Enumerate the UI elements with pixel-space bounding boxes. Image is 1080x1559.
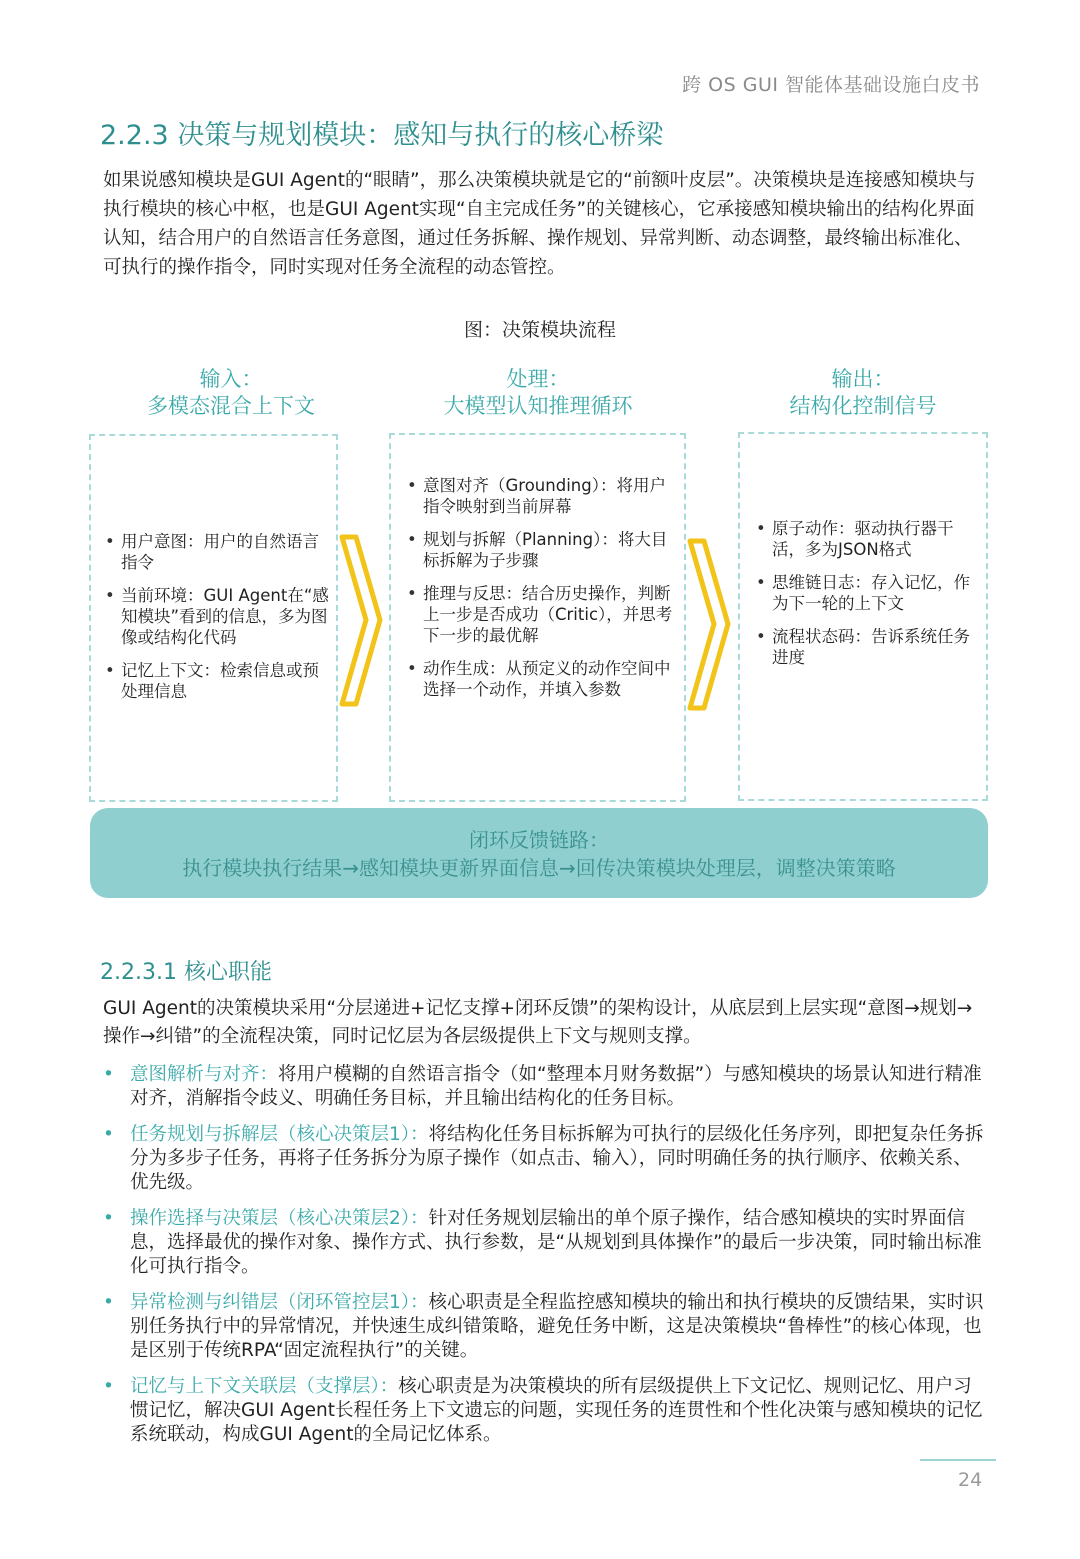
list-item-text: 针对任务规划层输出的单个原子操作，结合感知模块的实时界面信息，选择最优的操作对象、操作方式、执行参数，是“从规划到具体操作”的最后一步决策，同时输出标准化可执行指令。 (130, 1208, 982, 1277)
input-item: • 当前环境：GUI Agent在“感知模块”看到的信息，多为图像或结构化代码 (103, 585, 330, 648)
output-item: • 原子动作：驱动执行器干活，多为JSON格式 (754, 518, 976, 560)
process-column-subtitle: 大模型认知推理循环 (443, 394, 633, 418)
feedback-loop-label: 闭环反馈链路： (469, 828, 609, 852)
subsection-title: 2.2.3.1 核心职能 (100, 960, 272, 985)
input-item: • 用户意图：用户的自然语言指令 (103, 531, 330, 573)
feedback-loop-banner (90, 808, 988, 898)
list-item-term: 意图解析与对齐： (130, 1064, 279, 1085)
output-item: • 思维链日志：存入记忆，作为下一轮的上下文 (754, 572, 976, 614)
subsection-intro-paragraph: GUI Agent的决策模块采用“分层递进+记忆支撑+闭环反馈”的架构设计，从底层到上层实现“意图→规划→操作→纠错”的全流程决策，同时记忆层为各层级提供上下文与规则支撑。 (103, 998, 973, 1047)
list-item-text: 核心职责是为决策模块的所有层级提供上下文记忆、规则记忆、用户习惯记忆，解决GUI Agent长程任务上下文遗忘的问题，实现任务的连贯性和个性化决策与感知模块的记忆系统联动，构成GUI Agent的全局记忆体系。 (130, 1376, 983, 1445)
list-item (103, 1291, 988, 1363)
feedback-loop-text: 执行模块执行结果→感知模块更新界面信息→回传决策模块处理层，调整决策策略 (182, 856, 896, 880)
output-item: • 流程状态码：告诉系统任务进度 (754, 626, 976, 668)
list-item-term: 操作选择与决策层（核心决策层2）： (130, 1208, 429, 1229)
process-column-box (389, 433, 686, 802)
output-column-box (738, 432, 988, 801)
list-item-term: 记忆与上下文关联层（支撑层）： (130, 1376, 399, 1397)
list-item (103, 1207, 988, 1279)
document-header-title: 跨 OS GUI 智能体基础设施白皮书 (682, 74, 980, 96)
section-intro-paragraph: 如果说感知模块是GUI Agent的“眼睛”，那么决策模块就是它的“前额叶皮层”。决策模块是连接感知模块与执行模块的核心中枢，也是GUI Agent实现“自主完成任务”的关键核心，它承接感知模块输出的结构化界面认知，结合用户的自然语言任务意图，通过任务拆解、操作规划、异常判断、动态调整，最终输出标准化、可执行的操作指令，同时实现对任务全流程的动态管控。 (103, 170, 976, 278)
process-column-label: 处理： (506, 367, 570, 391)
output-column-header (730, 366, 996, 420)
list-item (103, 1375, 988, 1447)
input-item: • 记忆上下文：检索信息或预处理信息 (103, 660, 330, 702)
input-column-subtitle: 多模态混合上下文 (147, 394, 315, 418)
input-column-box (89, 434, 338, 802)
list-item (103, 1063, 988, 1111)
section-title: 2.2.3 决策与规划模块：感知与执行的核心桥梁 (100, 120, 664, 151)
process-item: • 推理与反思：结合历史操作，判断上一步是否成功（Critic），并思考下一步的最优解 (405, 583, 678, 646)
list-item (103, 1123, 988, 1195)
figure-caption: 图：决策模块流程 (463, 319, 616, 341)
process-column-header (390, 366, 686, 420)
chevron-right-icon (338, 533, 384, 708)
list-item-text: 将结构化任务目标拆解为可执行的层级化任务序列，即把复杂任务拆分为多步子任务，再将子任务拆分为原子操作（如点击、输入），同时明确任务的执行顺序、依赖关系、优先级。 (130, 1124, 984, 1193)
process-item: • 动作生成：从预定义的动作空间中选择一个动作，并填入参数 (405, 658, 678, 700)
core-functions-list (103, 1063, 988, 1459)
process-item: • 意图对齐（Grounding）：将用户指令映射到当前屏幕 (405, 475, 678, 517)
output-column-label: 输出： (831, 367, 895, 391)
list-item-term: 任务规划与拆解层（核心决策层1）： (130, 1124, 429, 1145)
output-column-subtitle: 结构化控制信号 (789, 394, 937, 418)
list-item-term: 异常检测与纠错层（闭环管控层1）： (130, 1292, 429, 1313)
input-column-header (88, 366, 374, 420)
list-item-text: 将用户模糊的自然语言指令（如“整理本月财务数据”）与感知模块的场景认知进行精准对齐，消解指令歧义、明确任务目标，并且输出结构化的任务目标。 (130, 1064, 982, 1109)
list-item-text: 核心职责是全程监控感知模块的输出和执行模块的反馈结果，实时识别任务执行中的异常情况，并快速生成纠错策略，避免任务中断，这是决策模块“鲁棒性”的核心体现，也是区别于传统RPA“固定流程执行”的关键。 (130, 1292, 984, 1361)
process-item: • 规划与拆解（Planning）：将大目标拆解为子步骤 (405, 529, 678, 571)
chevron-right-icon (686, 537, 732, 712)
page-number: 24 (958, 1469, 983, 1491)
footer-divider (920, 1459, 996, 1461)
input-column-label: 输入： (199, 367, 263, 391)
